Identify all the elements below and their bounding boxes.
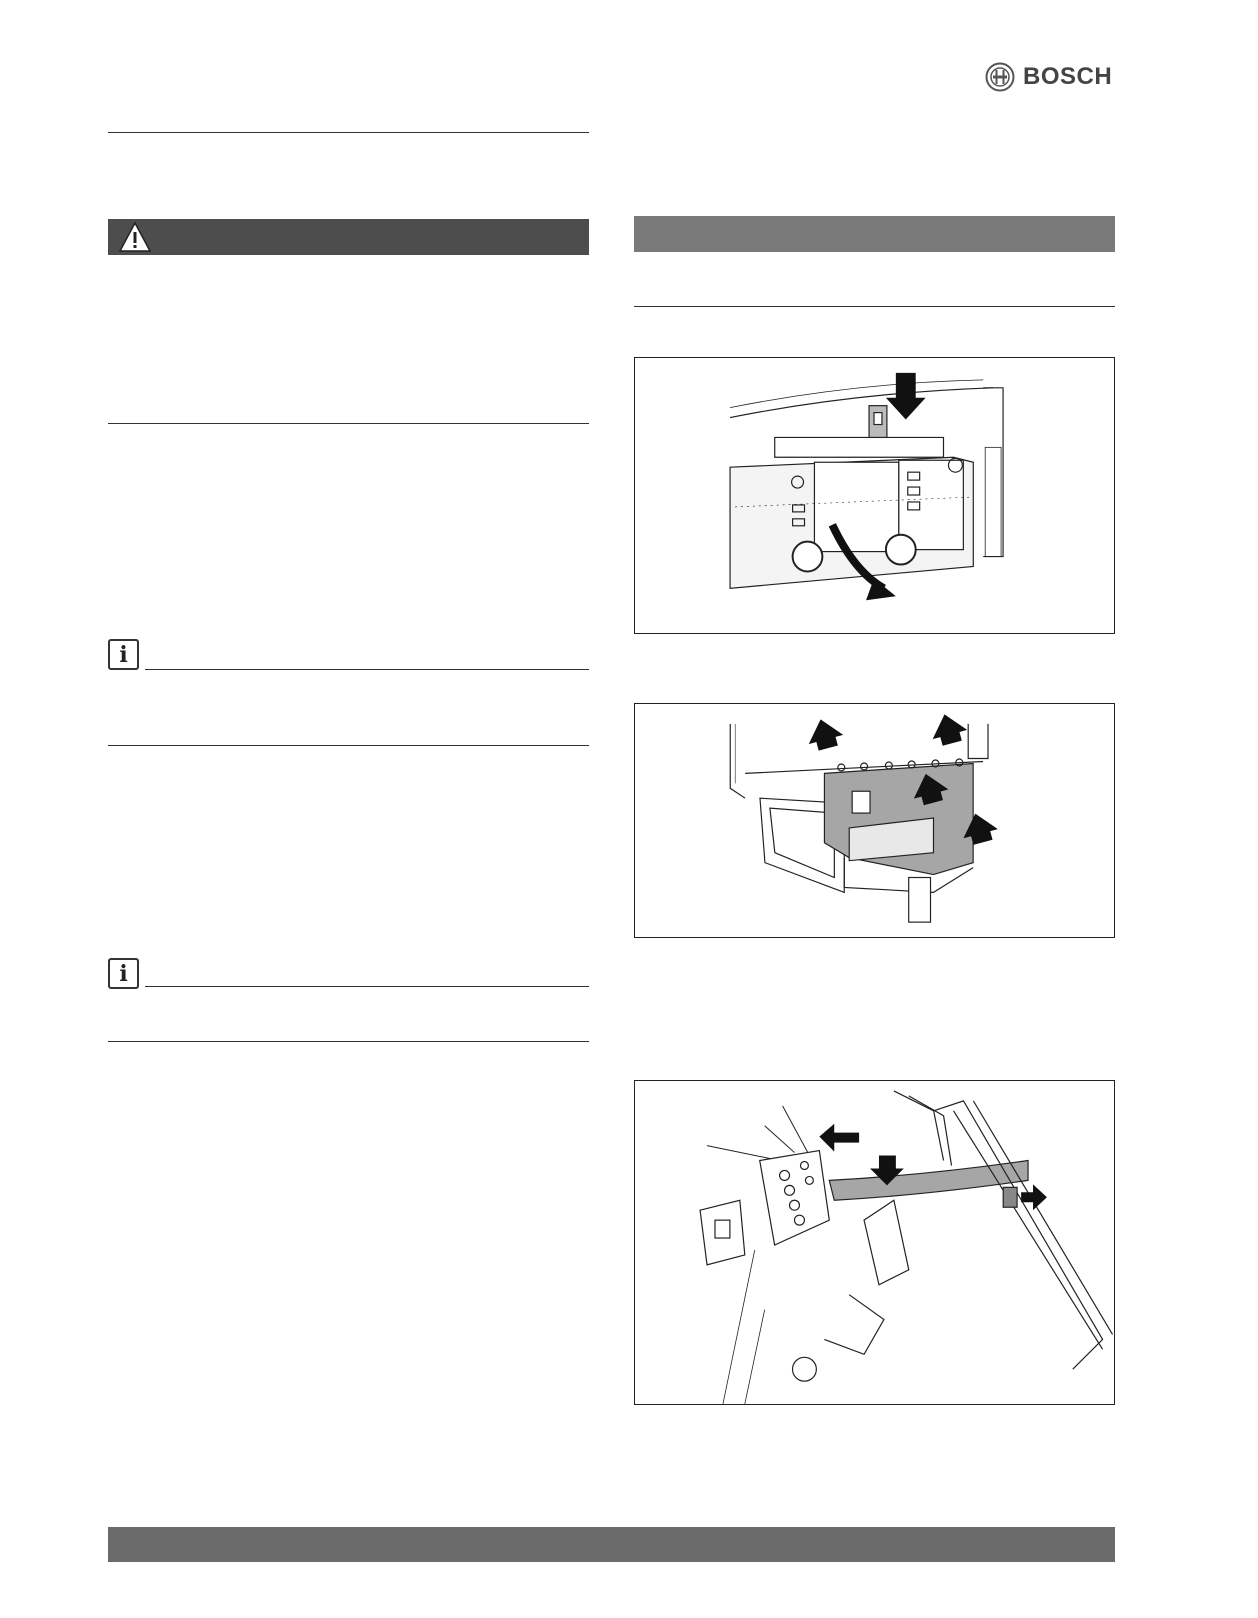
section-divider	[634, 306, 1115, 307]
figure-pcb-cover	[634, 703, 1115, 938]
info-underline	[145, 669, 589, 670]
warning-triangle-icon	[118, 221, 152, 253]
section-divider	[108, 745, 589, 746]
figure-control-panel	[634, 357, 1115, 634]
bosch-armature-icon	[985, 62, 1015, 92]
info-underline	[145, 986, 589, 987]
bosch-logo	[985, 60, 1120, 94]
figure-cable-terminal	[634, 1080, 1115, 1405]
section-divider	[108, 423, 589, 424]
info-icon: i	[108, 639, 139, 670]
section-heading-bar	[634, 216, 1115, 252]
section-divider	[108, 1041, 589, 1042]
info-icon: i	[108, 958, 139, 989]
section-divider	[108, 132, 589, 133]
warning-bar	[108, 219, 589, 255]
brand-name: BOSCH	[1023, 63, 1113, 90]
footer-bar	[108, 1527, 1115, 1562]
